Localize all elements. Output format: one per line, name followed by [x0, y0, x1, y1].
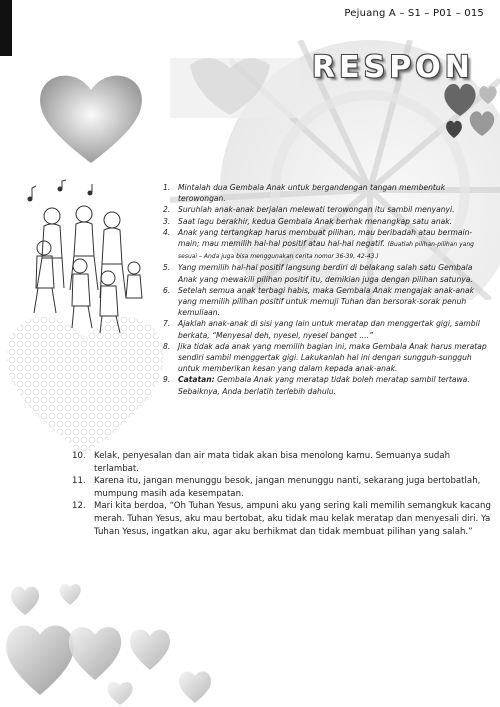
step-note: (Buatlah pilihan-pilihan yang sesuai – Anda juga bisa menggunakan cerita nomor 36-39, 42-43.) — [178, 241, 474, 261]
side-bar — [0, 0, 12, 56]
list-item: 7. Ajaklah anak-anak di sisi yang lain untuk meratap dan menggertak gigi, sambil berkata, “Menyesal deh, nyesel, nyesel banget ....” — [163, 319, 480, 340]
page-code: Pejuang A – S1 – P01 – 015 — [344, 8, 484, 19]
list-item: 10. Kelak, penyesalan dan air mata tidak akan bisa menolong kamu. Semuanya sudah terlambat. — [72, 451, 451, 474]
page-title: RESPON — [312, 50, 474, 85]
closing-points-list — [72, 450, 492, 538]
list-item: 6. Setelah semua anak terbagi habis, maka Gembala Anak mengajak anak-anak yang memilih pilihan positif untuk memuji Tuhan dan bersorak-sorak penuh kemuliaan. — [163, 285, 475, 318]
hearts-cluster-icon — [440, 76, 500, 146]
list-item: 4. Anak yang tertangkap harus membuat pilihan, mau beribadah atau bermain-main; mau memilih hal-hal positif atau hal-hal negatif. (Buatlah pilihan-pilihan yang sesuai – Anda juga bisa menggunakan cerita nomor 36-39, 42-43.) — [163, 227, 474, 261]
heart-icon — [36, 68, 146, 168]
list-item: 8. Jika tidak ada anak yang memilih bagian ini, maka Gembala Anak harus meratap sendiri sambil menggertak gigi. Lakukanlah hal ini dengan sungguh-sungguh untuk memberikan kesan yang dalam kepada anak-anak. — [163, 341, 487, 374]
list-item: 5. Yang memilih hal-hal positif langsung berdiri di belakang salah satu Gembala Anak yang mewakili pilihan positif itu, demikian juga dengan pilihan satunya. — [163, 263, 473, 284]
note-label: Catatan: — [178, 375, 215, 385]
hearts-decoration-icon — [0, 575, 230, 707]
list-item: 11. Karena itu, jangan menunggu besok, jangan menunggu nanti, sekarang juga bertobatlah, mumpung masih ada kesempatan. — [72, 476, 481, 499]
list-item: 1. Mintalah dua Gembala Anak untuk bergandengan tangan membentuk terowongan. — [163, 183, 446, 204]
activity-steps-list — [163, 182, 488, 397]
children-illustration — [22, 178, 150, 338]
list-item: 9. Catatan: Gembala Anak yang meratap tidak boleh meratap sambil tertawa. Sebaiknya, Anda berlatih terlebih dahulu. — [163, 375, 470, 396]
list-item: 12. Mari kita berdoa, “Oh Tuhan Yesus, ampuni aku yang sering kali memilih semangkuk kacang merah. Tuhan Yesus, aku mau bertobat, aku tidak mau kelak meratap dan menyesali diri. Ya Tuhan Yesus, ingatkan aku, agar aku berhikmat dan tidak membuat pilihan yang salah.” — [72, 501, 491, 537]
list-item: 3. Saat lagu berakhir, kedua Gembala Anak berhak menangkap satu anak. — [163, 216, 453, 226]
list-item: 2. Suruhlah anak-anak berjalan melewati terowongan itu sambil menyanyi. — [163, 205, 455, 215]
